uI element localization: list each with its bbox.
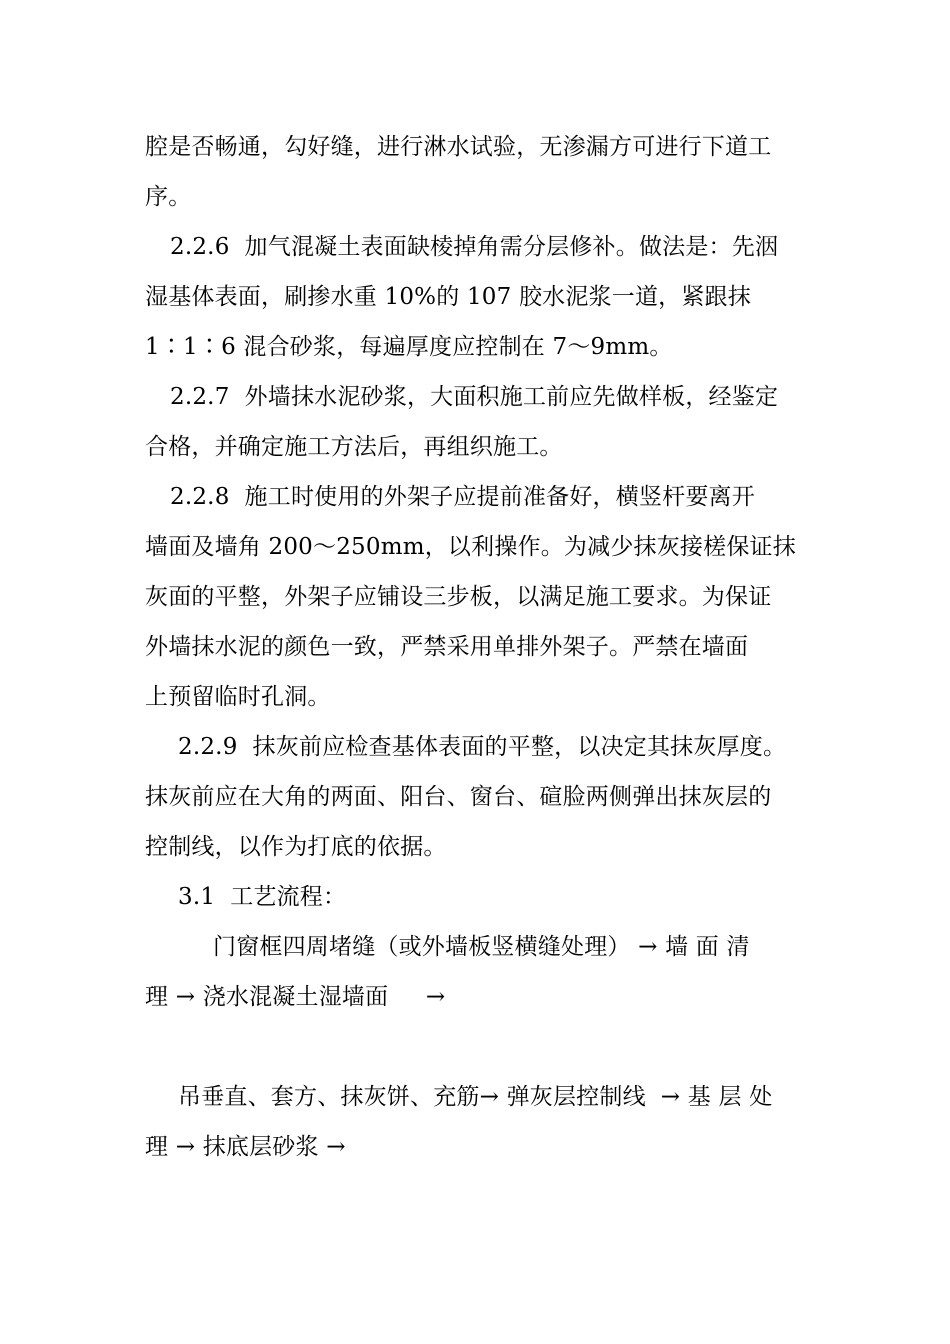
text-line: 灰面的平整，外架子应铺设三步板，以满足施工要求。为保证 xyxy=(145,584,772,610)
text-line: 控制线，以作为打底的依据。 xyxy=(145,834,447,860)
process-flow-line: 理 → 抹底层砂浆 → xyxy=(145,1134,346,1160)
text-line: 墙面及墙角 200～250mm，以利操作。为减少抹灰接槎保证抹 xyxy=(145,534,796,560)
text-line: 抹灰前应在大角的两面、阳台、窗台、碹脸两侧弹出抹灰层的 xyxy=(145,784,772,810)
text-line: 序。 xyxy=(145,184,192,210)
text-line: 上预留临时孔洞。 xyxy=(145,684,331,710)
text-line: 湿基体表面，刷掺水重 10%的 107 胶水泥浆一道，紧跟抹 xyxy=(145,284,751,310)
section-2-2-6-heading: 2.2.6 加气混凝土表面缺棱掉角需分层修补。做法是：先洇 xyxy=(170,234,779,260)
process-flow-line: 理 → 浇水混凝土湿墙面 → xyxy=(145,984,446,1010)
text-line: 腔是否畅通，勾好缝，进行淋水试验，无渗漏方可进行下道工 xyxy=(145,134,772,160)
text-line: 外墙抹水泥的颜色一致，严禁采用单排外架子。严禁在墙面 xyxy=(145,634,749,660)
text-line: 1∶1∶6 混合砂浆，每遍厚度应控制在 7～9mm。 xyxy=(145,334,673,360)
section-2-2-9-heading: 2.2.9 抹灰前应检查基体表面的平整，以决定其抹灰厚度。 xyxy=(178,734,787,760)
section-3-1-heading: 3.1 工艺流程： xyxy=(178,884,347,910)
section-2-2-8-heading: 2.2.8 施工时使用的外架子应提前准备好，横竖杆要离开 xyxy=(170,484,755,510)
section-2-2-7-heading: 2.2.7 外墙抹水泥砂浆，大面积施工前应先做样板，经鉴定 xyxy=(170,384,779,410)
process-flow-line: 吊垂直、套方、抹灰饼、充筋→ 弹灰层控制线 → 基 层 处 xyxy=(178,1084,773,1110)
text-line: 合格，并确定施工方法后，再组织施工。 xyxy=(145,434,563,460)
process-flow-line: 门窗框四周堵缝（或外墙板竖横缝处理） → 墙 面 清 xyxy=(213,934,750,960)
